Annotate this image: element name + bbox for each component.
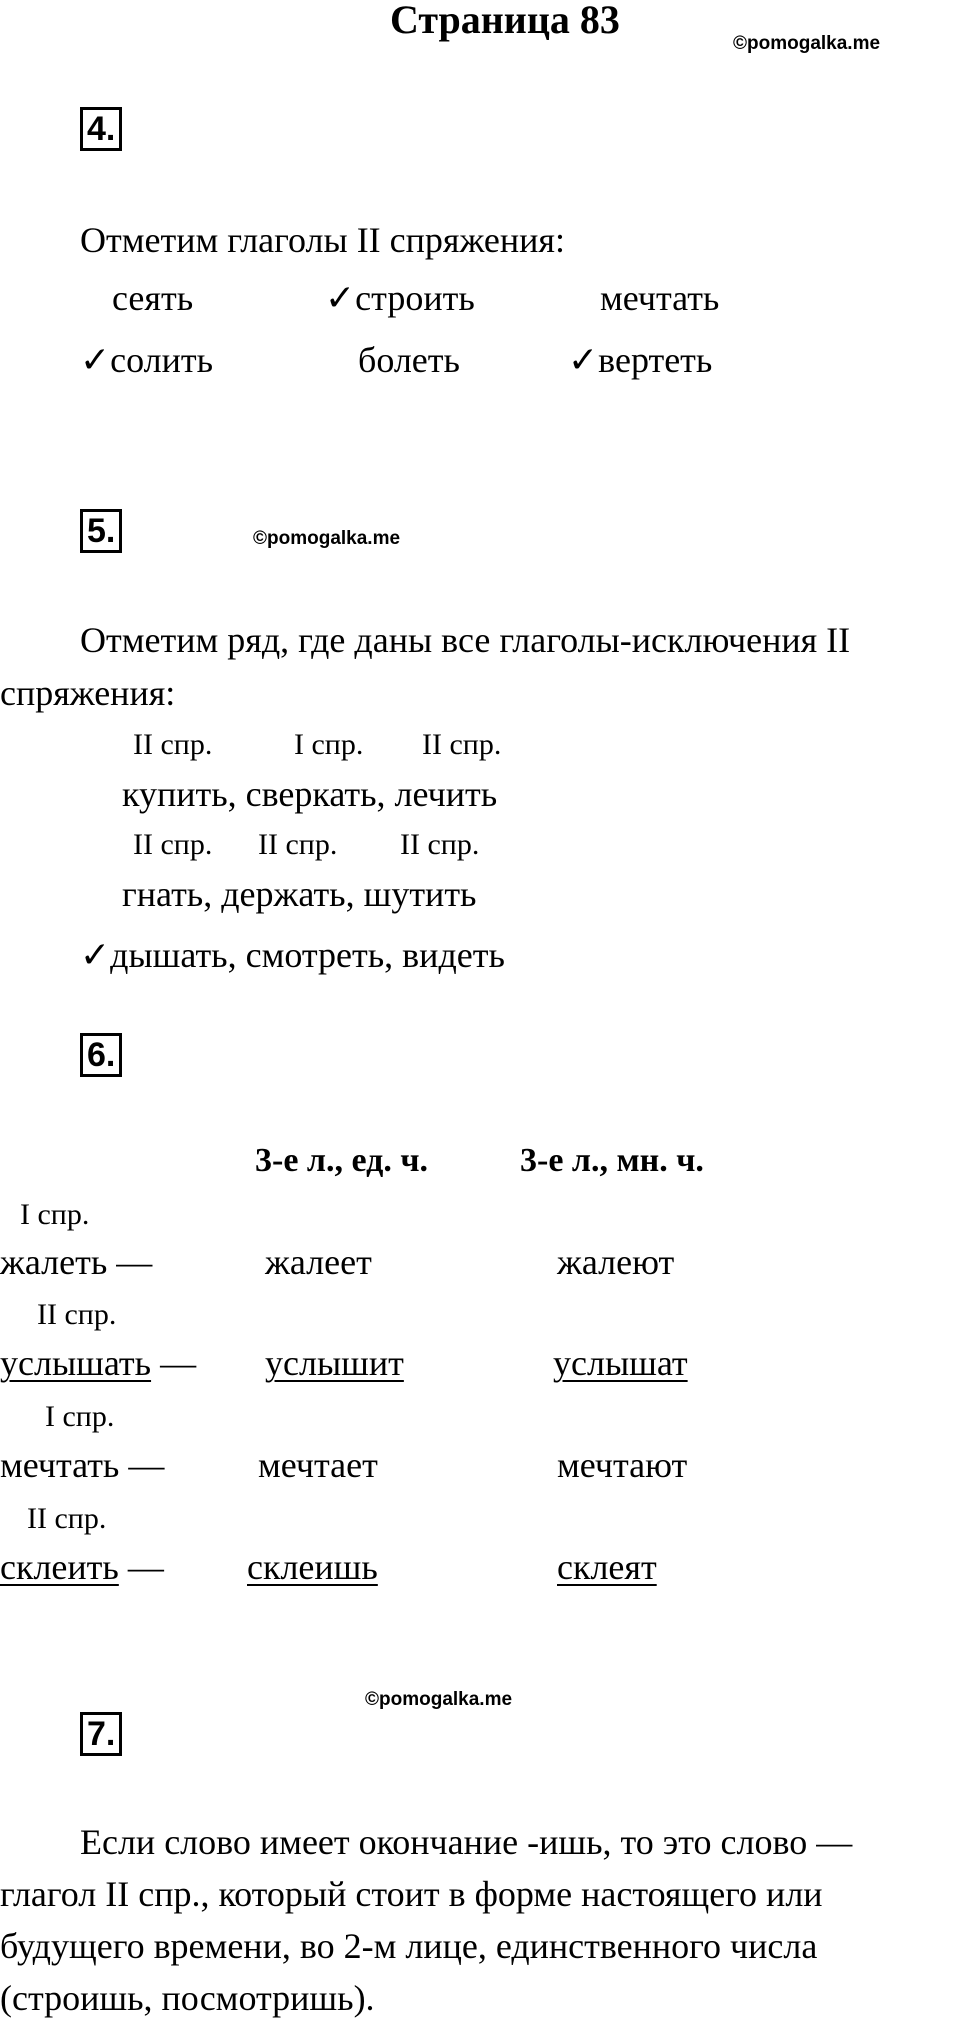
task-7-line: будущего времени, во 2-м лице, единственного числа [0,1926,818,1966]
task-4-word-text: строить [355,278,475,318]
task-4-word [568,340,712,380]
task-4-word-text: мечтать [600,278,720,318]
conjugation-label: I спр. [294,728,364,761]
dash: — [128,1445,165,1485]
conjugation-label: II спр. [258,828,338,861]
conjugation-label: II спр. [133,828,213,861]
check-mark-icon: ✓ [80,935,111,975]
task-4-word [600,278,719,318]
conjugation-label: I спр. [45,1400,115,1433]
verb-singular: услышит [265,1343,404,1383]
verb-singular: склеишь [247,1547,378,1587]
column-header-singular: 3-е л., ед. ч. [255,1142,429,1179]
task-4-word-text: болеть [358,340,460,380]
verb-infinitive: услышать — [0,1343,197,1383]
task-4-word-text: сеять [112,278,194,318]
conjugation-label: I спр. [20,1198,90,1231]
task-5-intro-line: Отметим ряд, где даны все глаголы-исключения II [80,620,851,660]
page-title: Страница 83 [390,0,620,42]
verb-infinitive: жалеть — [0,1242,153,1282]
task-7-line: глагол II спр., который стоит в форме настоящего или [0,1874,823,1914]
task-4-word [112,278,193,318]
watermark: ©pomogalka.me [253,528,401,549]
task-4-number: 4. [80,107,122,151]
task-4-word-text: вертеть [598,340,713,380]
conjugation-label: II спр. [422,728,502,761]
task-5-option: гнать, держать, шутить [122,874,477,914]
task-5-number: 5. [80,509,122,553]
task-4-word [325,278,475,318]
conjugation-label: II спр. [133,728,213,761]
verb-singular: жалеет [265,1242,372,1282]
verb-plural: жалеют [557,1242,675,1282]
conjugation-label: II спр. [27,1502,107,1535]
watermark: ©pomogalka.me [365,1689,513,1710]
task-7-number: 7. [80,1712,122,1756]
verb-infinitive: склеить — [0,1547,164,1587]
conjugation-label: II спр. [37,1298,117,1331]
check-mark-icon: ✓ [80,340,111,380]
task-4-intro: Отметим глаголы II спряжения: [80,220,565,260]
verb-plural: склеят [557,1547,657,1587]
dash: — [127,1547,164,1587]
task-5-option [80,935,505,975]
check-mark-icon: ✓ [568,340,599,380]
task-5-option-text: дышать, смотреть, видеть [110,935,505,975]
verb-plural: услышат [553,1343,688,1383]
verb-infinitive: мечтать — [0,1445,165,1485]
task-4-word [80,340,213,380]
task-7-line: Если слово имеет окончание -ишь, то это слово — [80,1822,853,1862]
column-header-plural: 3-е л., мн. ч. [520,1142,704,1179]
task-5-option: купить, сверкать, лечить [122,774,498,814]
verb-singular: мечтает [258,1445,378,1485]
task-4-word [358,340,460,380]
conjugation-label: II спр. [400,828,480,861]
verb-plural: мечтают [557,1445,688,1485]
watermark: ©pomogalka.me [733,33,881,54]
task-6-number: 6. [80,1033,122,1077]
task-5-intro-line: спряжения: [0,673,176,713]
task-7-line: (строишь, посмотришь). [0,1978,375,2018]
check-mark-icon: ✓ [325,278,356,318]
task-4-word-text: солить [110,340,214,380]
dash: — [116,1242,153,1282]
dash: — [160,1343,197,1383]
